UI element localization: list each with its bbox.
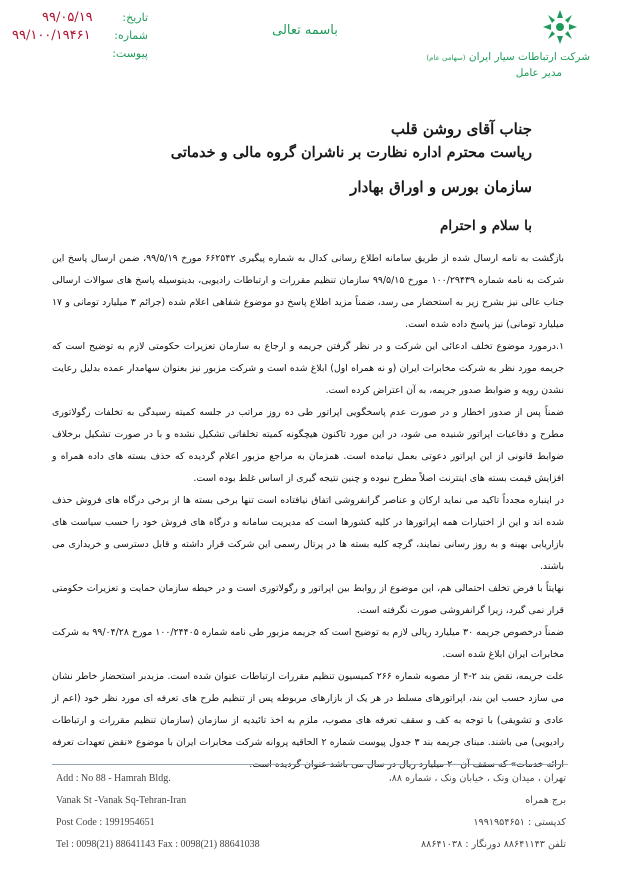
footer-fa-phone: تلفن ۸۸۶۴۱۱۴۳ دورنگار : ۸۸۶۴۱۰۳۸ [421, 839, 566, 850]
date-value: ۹۹/۰۵/۱۹ [42, 10, 93, 25]
footer-en-postcode: Post Code : 1991954651 [56, 817, 155, 828]
footer-fa-building: برج همراه [525, 795, 566, 806]
footer-fa-postcode: کدپستی : ۱۹۹۱۹۵۴۶۵۱ [473, 817, 566, 828]
motto: باسمه تعالی [272, 23, 338, 38]
greeting: با سلام و احترام [440, 218, 532, 234]
footer-fa-address: تهران ، میدان ونک ، خیابان ونک ، شماره ۸۸، [388, 773, 566, 784]
footer-en-address: Add : No 88 - Hamrah Bldg. [56, 773, 171, 784]
company-suffix: (سهامی عام) [426, 54, 466, 62]
paragraph-4: نهایتاً با فرض تخلف احتمالی هم، این موضوع از روابط بین اپراتور و رگولاتوری است و در حیطه سازمان حمایت و تعزیرات حکومتی قرار نمی گیرد، زیرا گرانفروشی صورت نگرفته است. [52, 583, 564, 616]
company-name-text: شرکت ارتباطات سیار ایران [468, 51, 590, 63]
letter-meta [12, 10, 148, 70]
mci-logo-icon [540, 8, 580, 46]
footer-persian [340, 768, 566, 856]
number-value: ۹۹/۱۰۰/۱۹۴۶۱ [12, 28, 91, 43]
paragraph-3: در اینباره مجدداً تاکید می نماید ارکان و عناصر گرانفروشی اتفاق نیافتاده است تنها برخی بسته ها از برخی درگاه های فروش حذف شده اند و این از اختیارات همه اپراتورها در کلیه کشورها است که مدیریت سامانه و درگاه های فروش خود را حسب سیاست های بازاریابی بهینه و به روز رسانی نمایند، گرچه کلیه بسته ها در پرتال رسمی این شرکت قرار داشته و قابل دسترسی و خریداری می باشند. [52, 495, 564, 572]
footer-divider [52, 764, 568, 765]
company-name [390, 51, 590, 63]
paragraph-1: ۱.درمورد موضوع تخلف ادعائی این شرکت و در نظر گرفتن جریمه و ارجاع به سازمان تعزیرات حکومتی لازم به توضیح است که جریمه مورد نظر به شرکت مخابرات ایران (و نه همراه اول) ابلاغ شده است و شرکت مزبور نیز بعنوان سهامدار عمده بدلیل رعایت نشدن رویه و ضوابط صدور جریمه، به آن اعتراض کرده است. [52, 341, 564, 396]
company-logo [540, 8, 580, 46]
footer-en-street: Vanak St -Vanak Sq-Tehran-Iran [56, 795, 187, 806]
paragraph-intro: بازگشت به نامه ارسال شده از طریق سامانه اطلاع رسانی کدال به شماره پیگیری ۶۶۲۵۴۲ مورخ ۹۹/۵/۱۹، ضمن ارسال پاسخ این شرکت به نامه شماره ۱۰۰/۲۹۴۳۹ مورخ ۹۹/۵/۱۵ سازمان تنظیم مقررات و ارتباطات رادیویی، بدینوسیله پاسخ های سوالات ارسالی جناب عالی نیز بشرح زیر به استحضار می رسد، ضمناً مزید اطلاع پاسخ دو موضوع شفاهی اعلام شده (جرائم ۳ میلیارد تومانی و ۱۷ میلیارد تومانی) نیز پاسخ داده شده است. [52, 253, 564, 330]
footer-english [56, 768, 316, 856]
addressee-title: ریاست محترم اداره نظارت بر ناشران گروه مالی و خدماتی [170, 144, 532, 161]
footer-en-phone: Tel : 0098(21) 88641143 Fax : 0098(21) 88641038 [56, 839, 260, 850]
attachment-label: پیوست: [112, 47, 148, 60]
paragraph-2: ضمناً پس از صدور اخطار و در صورت عدم پاسخگویی اپراتور طی ده روز مراتب در جلسه کمیته رسیدگی به تخلفات رگولاتوری مطرح و دفاعیات اپراتور شنیده می شود، در این مورد تاکنون هیچگونه کمیته تخلفاتی تشکیل نشده و با در صورت تشکیل برخلاف ضوابط قانونی از این اپراتور دعوتی بعمل نیامده است. همزمان به مراجع مزبور اعلام گردیده که حذف بسته های داده همراه و افزایش قیمت بسته های اینترنت اصلاً مطرح نبوده و چنین نتیجه گیری از اساس غلط بوده است. [52, 407, 564, 484]
date-label: تاریخ: [122, 11, 148, 24]
addressee-name: جناب آقای روشن قلب [390, 120, 532, 138]
paragraph-5: ضمناً درخصوص جریمه ۳۰ میلیارد ریالی لازم به توضیح است که جریمه مزبور طی نامه شماره ۱۰۰/۲۴۴۰۵ مورخ ۹۹/۰۴/۲۸ به شرکت مخابرات ایران ابلاغ شده است. [52, 627, 564, 660]
number-label: شماره: [114, 29, 148, 42]
paragraph-6: علت جریمه، نقض بند ۲-۴ از مصوبه شماره ۲۶۶ کمیسیون تنظیم مقررات ارتباطات عنوان شده است. مزبدبر استحضار خاطر نشان می سازد حسب این بند، اپراتورهای مسلط در هر یک از بازارهای مربوطه پس از تنظیم طرح های تعرفه ای مورد نظر خود (اعم از عادی و تشویقی) با توجه به کف و سقف تعرفه های مصوب، ملزم به اخذ تائیدیه از سازمان (سازمان تنظیم مقررات و ارتباطات رادیویی) می باشند. مبنای جریمه بند ۳ جدول پیوست شماره ۲ الحاقیه پروانه شرکت مخابرات ایران با موضوع «نقض تعهدات تعرفه [52, 671, 564, 748]
addressee-organization: سازمان بورس و اوراق بهادار [350, 178, 532, 196]
letter-body [52, 248, 564, 776]
department: مدیر عامل [515, 67, 562, 79]
